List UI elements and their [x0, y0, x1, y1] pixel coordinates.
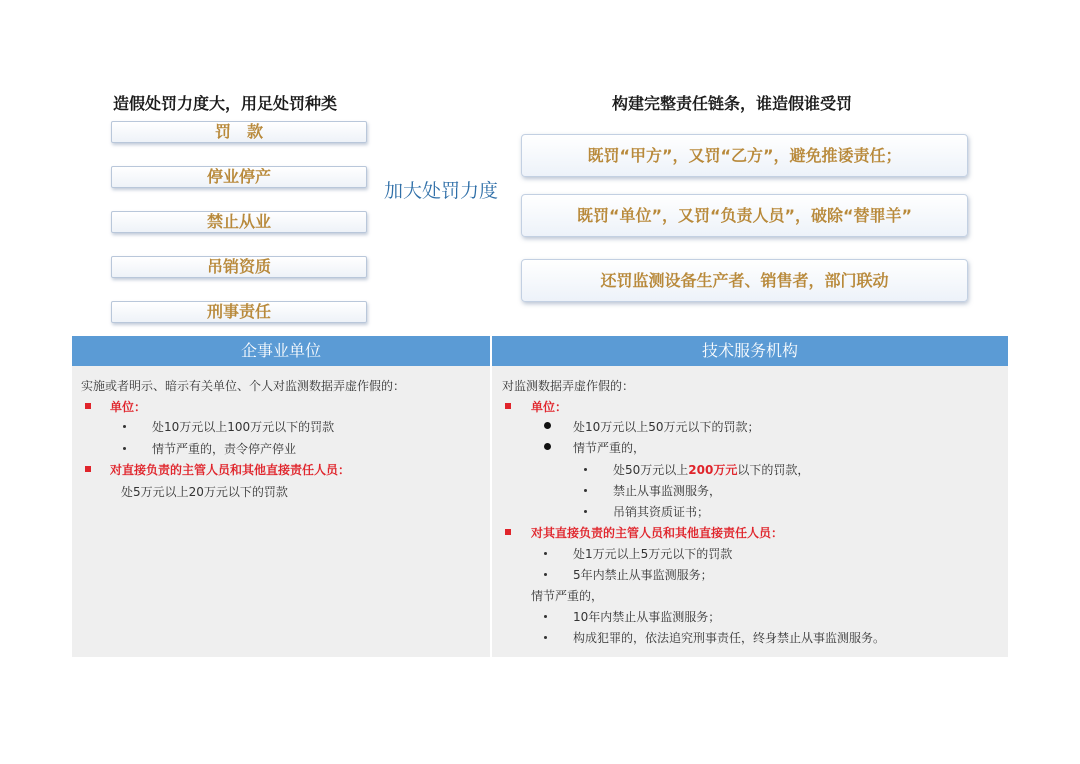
col1-unit-item: 处10万元以上100万元以下的罚款	[152, 420, 335, 434]
bullet-dot-icon	[584, 489, 587, 492]
penalty-box-fine: 罚 款	[111, 121, 367, 143]
fine-suffix: 以下的罚款，	[737, 463, 810, 477]
col1-unit-item: 情节严重的，责令停产停业	[152, 442, 297, 456]
bullet-dot-icon	[544, 422, 551, 429]
bullet-square-icon	[505, 529, 511, 535]
responsibility-box-parties: 既罚“甲方”，又罚“乙方”，避免推诿责任；	[521, 134, 968, 177]
bullet-dot-icon	[584, 510, 587, 513]
right-heading: 构建完整责任链条，谁造假谁受罚	[612, 94, 853, 113]
bullet-square-icon	[85, 466, 91, 472]
center-label: 加大处罚力度	[384, 180, 499, 202]
penalty-box-suspend: 停业停产	[111, 166, 367, 188]
bullet-dot-icon	[544, 615, 547, 618]
fine-prefix: 处50万元以上	[613, 463, 689, 477]
col2-sub-item: 禁止从事监测服务，	[613, 484, 722, 498]
col1-intro: 实施或者明示、暗示有关单位、个人对监测数据弄虚作假的：	[81, 379, 406, 393]
bullet-dot-icon	[544, 443, 551, 450]
bullet-dot-icon	[544, 636, 547, 639]
bullet-square-icon	[85, 403, 91, 409]
col2-unit-item: 情节严重的，	[573, 441, 646, 455]
table-header-enterprise: 企事业单位	[72, 336, 490, 366]
col2-person-label: 对其直接负责的主管人员和其他直接责任人员：	[531, 526, 784, 540]
penalty-box-revoke: 吊销资质	[111, 256, 367, 278]
col2-person-item: 5年内禁止从事监测服务；	[573, 568, 713, 582]
table-header-tech-service: 技术服务机构	[492, 336, 1008, 366]
col2-severe-label: 情节严重的，	[531, 589, 604, 603]
col2-severe-item: 构成犯罪的，依法追究刑事责任，终身禁止从事监测服务。	[573, 631, 886, 645]
col2-sub-item-fine	[613, 461, 809, 478]
penalty-box-criminal: 刑事责任	[111, 301, 367, 323]
col2-unit-label: 单位：	[531, 400, 568, 414]
table-cell-tech-service	[492, 366, 1008, 657]
bullet-dot-icon	[544, 552, 547, 555]
col2-intro: 对监测数据弄虚作假的：	[502, 379, 635, 393]
bullet-dot-icon	[584, 468, 587, 471]
left-heading: 造假处罚力度大，用足处罚种类	[113, 94, 338, 113]
bullet-dot-icon	[123, 447, 126, 450]
responsibility-box-persons: 既罚“单位”，又罚“负责人员”，破除“替罪羊”	[521, 194, 968, 237]
fine-amount: 200万元	[688, 463, 738, 477]
bullet-dot-icon	[544, 573, 547, 576]
col2-sub-item: 吊销其资质证书；	[613, 505, 710, 519]
col2-unit-item: 处10万元以上50万元以下的罚款；	[573, 420, 760, 434]
col1-person-text: 处5万元以上20万元以下的罚款	[121, 485, 288, 499]
col2-person-item: 处1万元以上5万元以下的罚款	[573, 547, 733, 561]
col1-person-label: 对直接负责的主管人员和其他直接责任人员：	[110, 463, 351, 477]
col2-severe-item: 10年内禁止从事监测服务；	[573, 610, 721, 624]
bullet-square-icon	[505, 403, 511, 409]
penalty-box-ban: 禁止从业	[111, 211, 367, 233]
bullet-dot-icon	[123, 425, 126, 428]
col1-unit-label: 单位：	[110, 400, 147, 414]
responsibility-box-vendors: 还罚监测设备生产者、销售者，部门联动	[521, 259, 968, 302]
